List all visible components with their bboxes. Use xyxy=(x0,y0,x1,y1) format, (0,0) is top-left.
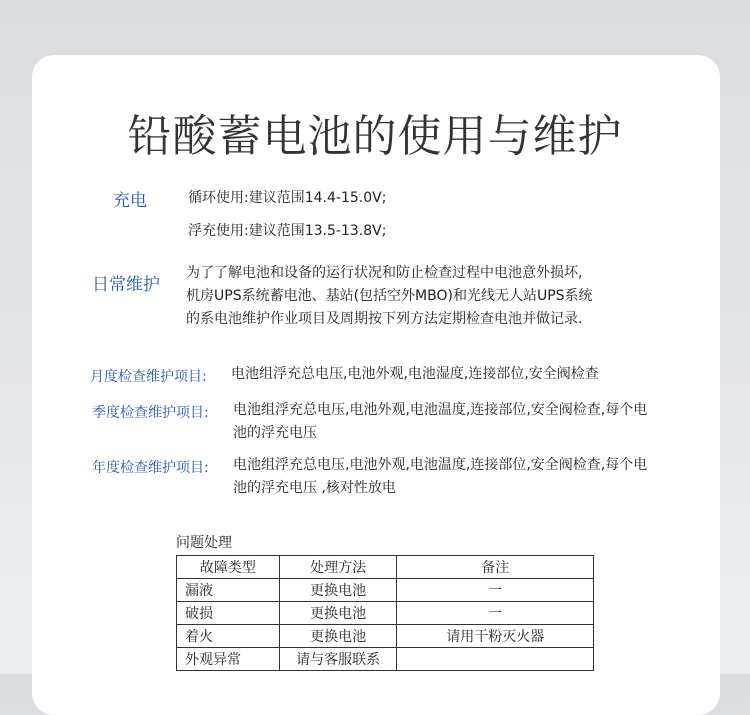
cell-method: 更换电池 xyxy=(279,602,397,625)
charge-cycle-text: 循环使用:建议范围14.4-15.0V; xyxy=(188,190,387,206)
maintenance-line: 为了了解电池和设备的运行状况和防止检查过程中电池意外损坏, xyxy=(186,265,583,281)
table-row xyxy=(177,625,594,648)
header-note: 备注 xyxy=(397,556,594,579)
header-fault-type: 故障类型 xyxy=(177,556,280,579)
charge-label: 充电 xyxy=(113,191,147,211)
cell-method: 更换电池 xyxy=(279,625,397,648)
cell-fault: 着火 xyxy=(177,625,280,648)
annual-text xyxy=(233,454,647,500)
cell-note: 一 xyxy=(397,579,594,602)
maintenance-label: 日常维护 xyxy=(92,275,160,295)
quarterly-label: 季度检查维护项目: xyxy=(92,405,209,421)
page-title: 铅酸蓄电池的使用与维护 xyxy=(127,111,623,162)
table-caption: 问题处理 xyxy=(176,535,232,551)
charge-float-text: 浮充使用:建议范围13.5-13.8V; xyxy=(188,223,387,239)
table-header-row xyxy=(177,556,594,579)
monthly-label: 月度检查维护项目: xyxy=(90,369,207,385)
quarterly-line: 电池组浮充总电压,电池外观,电池温度,连接部位,安全阀检查,每个电 xyxy=(233,402,648,418)
maintenance-text xyxy=(186,262,593,331)
cell-fault: 外观异常 xyxy=(177,648,280,671)
header-method: 处理方法 xyxy=(279,556,397,579)
monthly-text xyxy=(231,363,599,386)
annual-line: 池的浮充电压 ,核对性放电 xyxy=(233,480,396,496)
cell-method: 更换电池 xyxy=(279,579,397,602)
issues-table xyxy=(176,555,594,671)
table-row xyxy=(177,602,594,625)
annual-label: 年度检查维护项目: xyxy=(92,460,209,476)
quarterly-text xyxy=(233,399,647,445)
maintenance-line: 机房UPS系统蓄电池、基站(包括空外MBO)和光线无人站UPS系统 xyxy=(186,288,593,304)
annual-line: 电池组浮充总电压,电池外观,电池温度,连接部位,安全阀检查,每个电 xyxy=(233,457,648,473)
cell-fault: 破损 xyxy=(177,602,280,625)
cell-fault: 漏液 xyxy=(177,579,280,602)
cell-note xyxy=(397,648,594,671)
maintenance-line: 的系电池维护作业项目及周期按下列方法定期检查电池并做记录. xyxy=(186,311,583,327)
cell-note: 一 xyxy=(397,602,594,625)
table-row xyxy=(177,579,594,602)
quarterly-line: 池的浮充电压 xyxy=(233,425,317,441)
cell-method: 请与客服联系 xyxy=(279,648,397,671)
cell-note: 请用干粉灭火器 xyxy=(397,625,594,648)
monthly-line: 电池组浮充总电压,电池外观,电池湿度,连接部位,安全阀检查 xyxy=(231,366,599,382)
table-row xyxy=(177,648,594,671)
